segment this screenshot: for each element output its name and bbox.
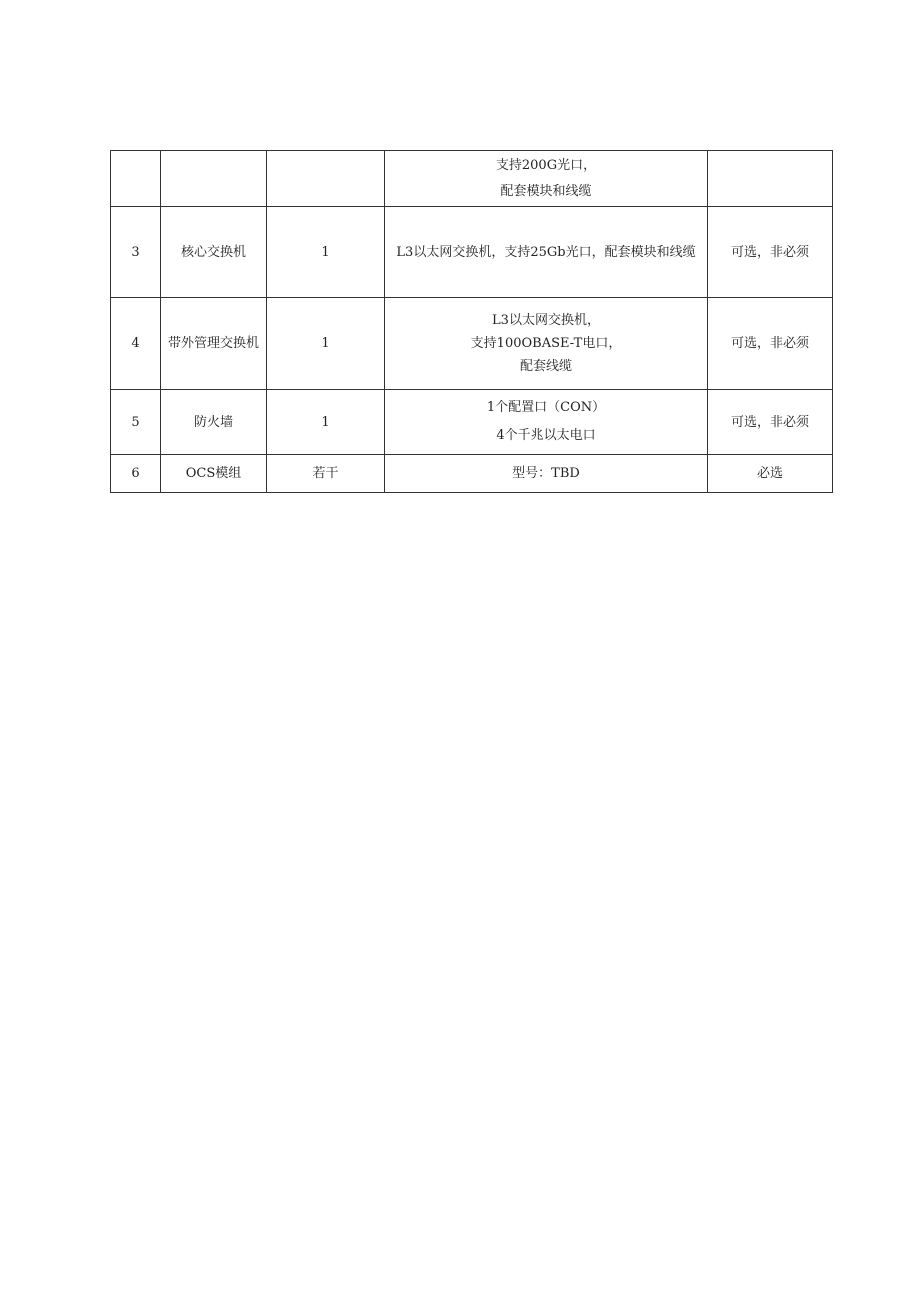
requirement-cell: 可选，非必须	[708, 298, 833, 390]
item-name-cell: 带外管理交换机	[161, 298, 267, 390]
spec-line: L3以太网交换机，	[492, 313, 600, 328]
spec-line: 配套模块和线缆	[500, 183, 592, 199]
spec-cell	[385, 207, 708, 298]
spec-line: 配套线缆	[519, 359, 572, 374]
spec-line: 1个配置口（CON）	[486, 400, 606, 415]
table-row	[111, 207, 833, 298]
spec-cell	[385, 390, 708, 455]
item-name-cell: 核心交换机	[161, 207, 267, 298]
table-row	[111, 455, 833, 493]
row-index-cell: 6	[111, 455, 161, 493]
spec-line: 支持200G光口，	[495, 157, 597, 173]
spec-line: 支持100OBASE-T电口，	[470, 336, 622, 351]
spec-cell	[385, 455, 708, 493]
item-name-cell	[161, 151, 267, 207]
row-index-cell: 4	[111, 298, 161, 390]
spec-line: 型号：TBD	[512, 466, 580, 481]
quantity-cell: 若干	[267, 455, 385, 493]
row-index-cell	[111, 151, 161, 207]
requirement-cell	[708, 151, 833, 207]
quantity-cell: 1	[267, 207, 385, 298]
row-index-cell: 5	[111, 390, 161, 455]
table-row	[111, 390, 833, 455]
requirement-cell: 可选，非必须	[708, 390, 833, 455]
spec-line: 4个千兆以太电口	[496, 428, 596, 443]
equipment-table	[110, 150, 833, 493]
quantity-cell	[267, 151, 385, 207]
quantity-cell: 1	[267, 390, 385, 455]
quantity-cell: 1	[267, 298, 385, 390]
table-row	[111, 298, 833, 390]
item-name-cell: 防火墙	[161, 390, 267, 455]
spec-cell	[385, 151, 708, 207]
item-name-cell: OCS模组	[161, 455, 267, 493]
row-index-cell: 3	[111, 207, 161, 298]
table-row	[111, 151, 833, 207]
requirement-cell: 必选	[708, 455, 833, 493]
requirement-cell: 可选，非必须	[708, 207, 833, 298]
spec-line: L3以太网交换机，支持25Gb光口，配套模块和线缆	[396, 244, 696, 260]
spec-cell	[385, 298, 708, 390]
